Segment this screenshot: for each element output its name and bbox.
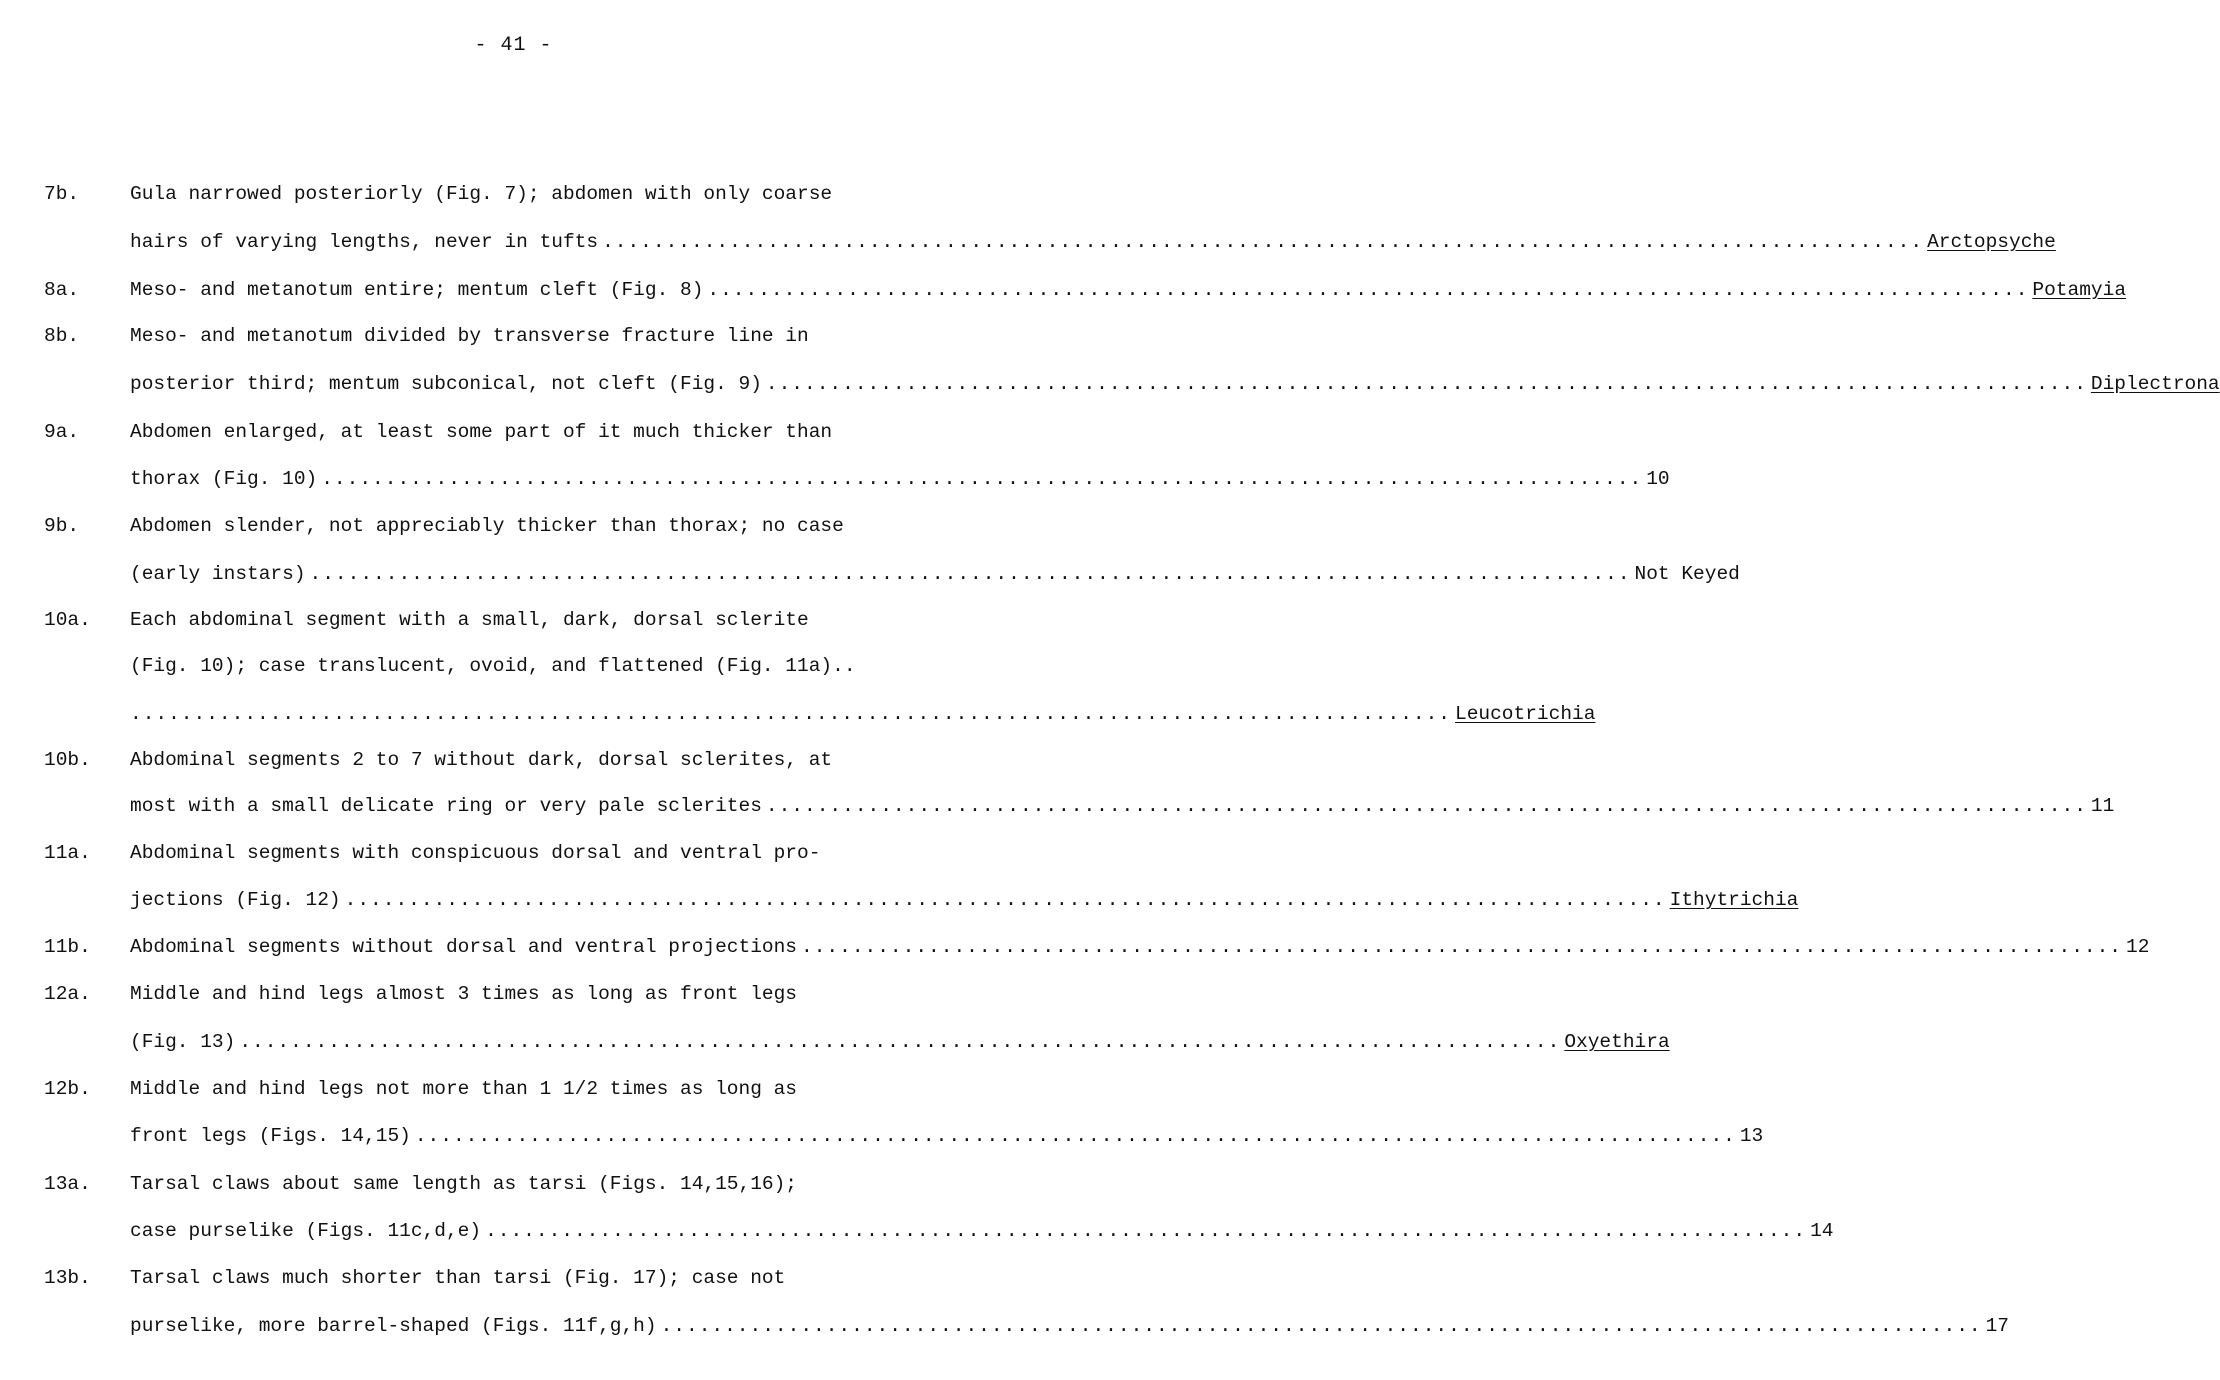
key-line-body — [130, 418, 972, 446]
couplet-text: Tarsal claws much shorter than tarsi (Fig. 17); case not — [130, 1267, 786, 1289]
page-number: - 41 - — [474, 34, 553, 57]
couplet-text: Middle and hind legs not more than 1 1/2 times as long as — [130, 1078, 798, 1100]
key-line — [0, 276, 2127, 304]
genus-name: Diplectrona — [2090, 373, 2220, 395]
key-line — [0, 1122, 1764, 1150]
dot-leader: ........................................................................................................ — [309, 563, 1631, 585]
key-line-body — [130, 1264, 972, 1292]
key-line — [0, 228, 2056, 256]
genus-name: Potamyia — [2032, 279, 2127, 301]
key-line-body — [130, 370, 2220, 398]
key-line — [0, 322, 1027, 350]
key-line-body — [130, 700, 1596, 728]
dot-leader: ........................................................................................................ — [321, 468, 1643, 490]
couplet-number: 10b. — [44, 749, 91, 771]
couplet-number: 13a. — [44, 1173, 91, 1195]
couplet-text: most with a small delicate ring or very pale sclerites — [130, 795, 762, 817]
key-line-body — [130, 180, 972, 208]
key-line — [0, 980, 1027, 1008]
key-line — [0, 465, 1670, 493]
dot-leader: ........................................................................................................ — [602, 231, 1924, 253]
genus-name: Leucotrichia — [1455, 703, 1596, 725]
couplet-text: posterior third; mentum subconical, not cleft (Fig. 9) — [130, 373, 762, 395]
dot-leader: ........................................................................................................ — [707, 279, 2029, 301]
couplet-text: Abdomen slender, not appreciably thicker than thorax; no case — [130, 515, 844, 537]
dot-leader: ........................................................................................................ — [801, 936, 2123, 958]
couplet-text: Middle and hind legs almost 3 times as long as front legs — [130, 983, 798, 1005]
couplet-number: 9a. — [44, 421, 80, 443]
key-line — [0, 418, 1027, 446]
couplet-text: Abdominal segments without dorsal and ventral projections — [130, 936, 798, 958]
dot-leader: ........................................................................................................ — [414, 1125, 1736, 1147]
key-line — [0, 652, 1027, 680]
key-line — [0, 933, 2150, 961]
key-line — [0, 606, 1027, 634]
couplet-number: 8b. — [44, 325, 80, 347]
key-line — [0, 1264, 1027, 1292]
dot-leader: ........................................................................................................ — [344, 889, 1666, 911]
genus-name: Ithytrichia — [1669, 889, 1799, 911]
couplet-text: (Fig. 13) — [130, 1031, 236, 1053]
couplet-text: Abdominal segments with conspicuous dorsal and ventral pro- — [130, 842, 821, 864]
couplet-reference: 10 — [1646, 468, 1670, 490]
key-line-body — [130, 276, 2127, 304]
couplet-number: 9b. — [44, 515, 80, 537]
key-line — [0, 370, 2220, 398]
couplet-text: Abdominal segments 2 to 7 without dark, dorsal sclerites, at — [130, 749, 833, 771]
couplet-number: 8a. — [44, 279, 80, 301]
couplet-text: Meso- and metanotum entire; mentum cleft (Fig. 8) — [130, 279, 704, 301]
couplet-number: 11b. — [44, 936, 91, 958]
key-line — [0, 839, 1027, 867]
key-line — [0, 792, 2115, 820]
key-line-body — [130, 606, 972, 634]
key-line-body — [130, 792, 2115, 820]
key-line — [0, 512, 1027, 540]
couplet-text: (early instars) — [130, 563, 306, 585]
couplet-reference: 17 — [1985, 1315, 2009, 1337]
genus-name: Arctopsyche — [1927, 231, 2056, 253]
couplet-text: purselike, more barrel-shaped (Figs. 11f,g,h) — [130, 1315, 657, 1337]
key-line — [0, 886, 1799, 914]
couplet-text: Meso- and metanotum divided by transverse fracture line in — [130, 325, 809, 347]
key-line — [0, 1312, 2009, 1340]
couplet-reference: 14 — [1810, 1220, 1834, 1242]
couplet-text: Tarsal claws about same length as tarsi (Figs. 14,15,16); — [130, 1173, 798, 1195]
key-line — [0, 700, 1596, 728]
dot-leader: ........................................................................................................ — [765, 373, 2087, 395]
couplet-reference: 13 — [1739, 1125, 1764, 1147]
couplet-number: 11a. — [44, 842, 91, 864]
key-line-body — [130, 1217, 1834, 1245]
genus-name: Oxyethira — [1564, 1031, 1670, 1053]
key-line-body — [130, 512, 972, 540]
couplet-text: (Fig. 10); case translucent, ovoid, and flattened (Fig. 11a).. — [130, 655, 856, 677]
couplet-text: case purselike (Figs. 11c,d,e) — [130, 1220, 482, 1242]
key-line — [0, 560, 1740, 588]
dot-leader: ........................................................................................................ — [485, 1220, 1807, 1242]
couplet-reference: 11 — [2090, 795, 2115, 817]
couplet-text: thorax (Fig. 10) — [130, 468, 318, 490]
couplet-text: front legs (Figs. 14,15) — [130, 1125, 411, 1147]
dot-leader: ........................................................................................................ — [239, 1031, 1561, 1053]
key-line — [0, 746, 1027, 774]
key-line — [0, 1028, 1670, 1056]
key-line-body — [130, 839, 972, 867]
key-line-body — [130, 322, 972, 350]
couplet-text: Gula narrowed posteriorly (Fig. 7); abdomen with only coarse — [130, 183, 833, 205]
key-line-body — [130, 746, 972, 774]
key-line — [0, 1075, 1027, 1103]
dot-leader: ........................................................................................................ — [765, 795, 2087, 817]
couplet-text: Abdomen enlarged, at least some part of it much thicker than — [130, 421, 833, 443]
couplet-reference: 12 — [2126, 936, 2150, 958]
couplet-number: 12a. — [44, 983, 91, 1005]
key-line — [0, 180, 1027, 208]
key-line-body — [130, 1028, 1670, 1056]
key-line-body — [130, 1170, 972, 1198]
dot-leader: ........................................................................................................ — [130, 703, 1451, 725]
couplet-number: 12b. — [44, 1078, 91, 1100]
couplet-text: jections (Fig. 12) — [130, 889, 341, 911]
key-line-body — [130, 980, 972, 1008]
key-line — [0, 1217, 1834, 1245]
couplet-text: hairs of varying lengths, never in tufts — [130, 231, 599, 253]
key-line-body — [130, 652, 972, 680]
key-line-body — [130, 465, 1670, 493]
dot-leader: ........................................................................................................ — [660, 1315, 1982, 1337]
key-line-body — [130, 1312, 2009, 1340]
key-line-body — [130, 1075, 972, 1103]
couplet-number: 7b. — [44, 183, 80, 205]
couplet-number: 10a. — [44, 609, 91, 631]
couplet-number: 13b. — [44, 1267, 91, 1289]
key-line-body — [130, 560, 1740, 588]
key-line-body — [130, 1122, 1764, 1150]
key-line-body — [130, 933, 2150, 961]
key-line-body — [130, 886, 1799, 914]
key-line-body — [130, 228, 2056, 256]
couplet-text: Each abdominal segment with a small, dark, dorsal sclerite — [130, 609, 809, 631]
key-line — [0, 1170, 1027, 1198]
couplet-reference: Not Keyed — [1634, 563, 1740, 585]
